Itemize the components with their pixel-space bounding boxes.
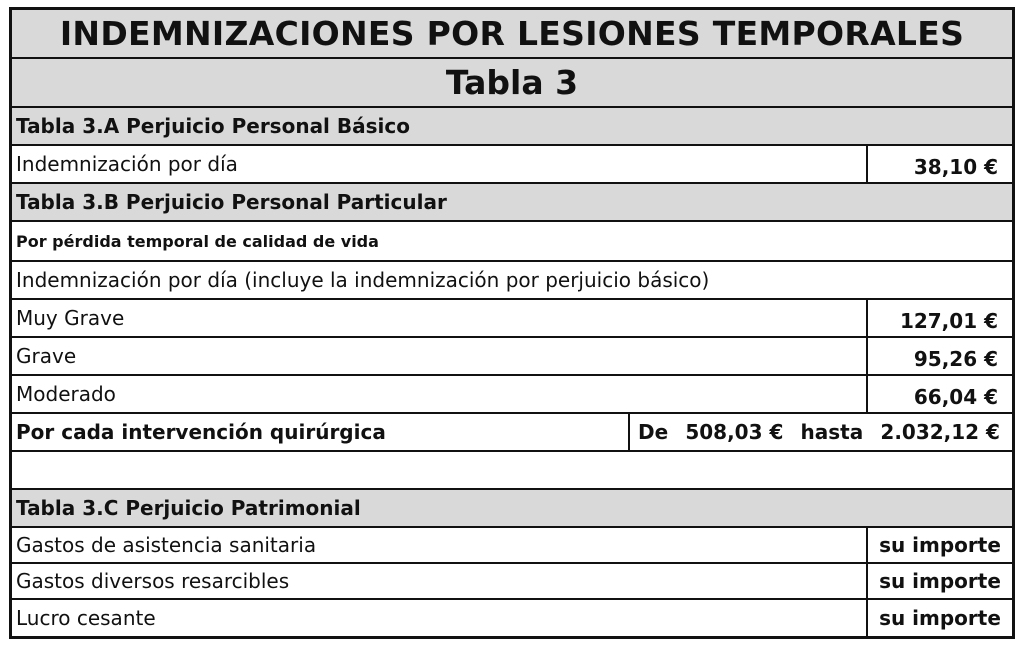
row-label: Moderado xyxy=(16,382,116,406)
row-value: 95,26 € xyxy=(866,338,1012,374)
row-label: Indemnización por día xyxy=(16,152,238,176)
row-value: 127,01 € xyxy=(866,300,1012,336)
section-b-subheading: Por pérdida temporal de calidad de vida xyxy=(16,231,379,251)
table-title: INDEMNIZACIONES POR LESIONES TEMPORALES xyxy=(59,14,965,53)
blank-row xyxy=(12,452,1012,490)
row-label: Gastos de asistencia sanitaria xyxy=(16,533,317,557)
table-row xyxy=(12,338,1012,376)
surgery-to-value: 2.032,12 € xyxy=(880,420,1000,444)
section-b-subheading-row xyxy=(12,222,1012,262)
row-value: 38,10 € xyxy=(866,146,1012,182)
row-label: Gastos diversos resarcibles xyxy=(16,569,290,593)
table-row xyxy=(12,528,1012,564)
indemnization-table xyxy=(9,7,1015,639)
row-value: su importe xyxy=(866,600,1012,636)
section-b-header xyxy=(12,184,1012,222)
table-row xyxy=(12,376,1012,414)
row-value: 66,04 € xyxy=(866,376,1012,412)
table-row xyxy=(12,300,1012,338)
row-value: su importe xyxy=(866,528,1012,562)
section-b-note-row xyxy=(12,262,1012,300)
section-c-title: Tabla 3.C Perjuicio Patrimonial xyxy=(16,496,361,520)
section-a-title: Tabla 3.A Perjuicio Personal Básico xyxy=(16,114,410,138)
surgery-from-word: De xyxy=(638,420,669,444)
row-value: su importe xyxy=(866,564,1012,598)
surgery-range xyxy=(630,414,1012,450)
surgery-to-word: hasta xyxy=(800,420,864,444)
table-row xyxy=(12,564,1012,600)
row-label: Muy Grave xyxy=(16,306,125,330)
table-title-row xyxy=(12,10,1012,59)
table-row xyxy=(12,146,1012,184)
table-subtitle: Tabla 3 xyxy=(445,63,579,102)
row-label: Lucro cesante xyxy=(16,606,156,630)
table-row xyxy=(12,600,1012,636)
surgery-row xyxy=(12,414,1012,452)
section-c-header xyxy=(12,490,1012,528)
surgery-from-value: 508,03 € xyxy=(685,420,784,444)
surgery-label: Por cada intervención quirúrgica xyxy=(12,414,630,450)
section-a-header xyxy=(12,108,1012,146)
section-b-note: Indemnización por día (incluye la indemnización por perjuicio básico) xyxy=(16,268,710,292)
section-b-title: Tabla 3.B Perjuicio Personal Particular xyxy=(16,190,447,214)
row-label: Grave xyxy=(16,344,77,368)
table-subtitle-row xyxy=(12,59,1012,108)
